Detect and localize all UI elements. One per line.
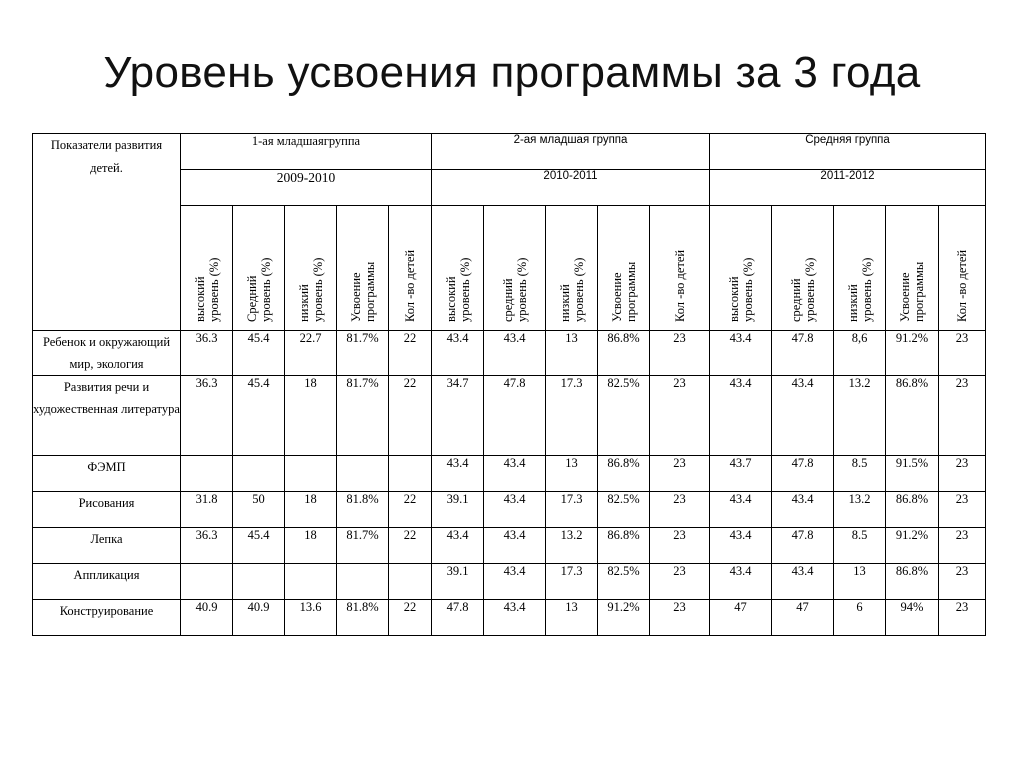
table-cell: 47.8	[432, 600, 484, 636]
col-header-text: средний уровень (%)	[500, 257, 529, 322]
table-cell: 13.6	[285, 600, 337, 636]
table-cell: 13.2	[834, 492, 886, 528]
table-row	[33, 492, 986, 528]
table-cell: 43.4	[772, 564, 834, 600]
col-header-text: низкий уровень (%)	[557, 257, 586, 322]
col-header-high-level-g2	[432, 206, 484, 331]
col-header-text: высокий уровень (%)	[443, 257, 472, 322]
table-cell: 86.8%	[886, 492, 939, 528]
table-cell: 43.4	[710, 376, 772, 456]
table-cell: 43.4	[710, 564, 772, 600]
table-cell: 18	[285, 528, 337, 564]
table-cell: 45.4	[233, 331, 285, 376]
table-cell: 81.8%	[337, 600, 389, 636]
table-cell: 23	[650, 600, 710, 636]
table-cell: 13	[546, 331, 598, 376]
table-cell: 23	[939, 600, 986, 636]
table-cell: 47.8	[772, 456, 834, 492]
table-cell: 40.9	[233, 600, 285, 636]
table-cell: 91.2%	[598, 600, 650, 636]
table-cell: 18	[285, 376, 337, 456]
table-cell: 23	[939, 564, 986, 600]
corner-header: Показатели развития детей.	[33, 134, 181, 331]
col-header-program-mastery-g1	[337, 206, 389, 331]
row-label: Аппликация	[33, 564, 181, 600]
table-cell: 17.3	[546, 376, 598, 456]
table-cell: 82.5%	[598, 376, 650, 456]
col-header-text: Кол -во детей	[955, 249, 969, 322]
table-cell: 40.9	[181, 600, 233, 636]
table-cell: 22.7	[285, 331, 337, 376]
col-header-low-level-g1	[285, 206, 337, 331]
table-cell: 22	[389, 331, 432, 376]
col-header-children-count-g2	[650, 206, 710, 331]
table-cell: 47.8	[772, 331, 834, 376]
table-cell: 43.4	[772, 492, 834, 528]
table-row	[33, 600, 986, 636]
table-row	[33, 564, 986, 600]
table-cell: 36.3	[181, 331, 233, 376]
table-cell: 13.2	[546, 528, 598, 564]
table-cell	[389, 456, 432, 492]
col-header-medium-level-g1	[233, 206, 285, 331]
table-cell: 22	[389, 492, 432, 528]
table-cell: 43.4	[710, 331, 772, 376]
table-cell: 22	[389, 528, 432, 564]
table-cell: 47	[772, 600, 834, 636]
row-label: Лепка	[33, 528, 181, 564]
page-title: Уровень усвоения программы за 3 года	[103, 48, 921, 97]
col-header-text: Кол -во детей	[403, 249, 417, 322]
col-header-low-level-g3	[834, 206, 886, 331]
table-cell: 43.7	[710, 456, 772, 492]
table-cell: 50	[233, 492, 285, 528]
table-cell: 23	[939, 528, 986, 564]
table-cell: 45.4	[233, 528, 285, 564]
table-row	[33, 456, 986, 492]
col-header-text: Кол -во детей	[672, 249, 687, 322]
table-cell	[285, 564, 337, 600]
table-cell: 86.8%	[598, 528, 650, 564]
table-cell: 91.2%	[886, 528, 939, 564]
col-header-low-level-g2	[546, 206, 598, 331]
table-cell: 43.4	[710, 528, 772, 564]
table-row	[33, 376, 986, 456]
table-cell	[337, 456, 389, 492]
row-label: Рисования	[33, 492, 181, 528]
table-row	[33, 528, 986, 564]
table-cell: 47.8	[772, 528, 834, 564]
table-cell: 23	[939, 376, 986, 456]
table-cell	[233, 564, 285, 600]
table-cell: 23	[650, 528, 710, 564]
table-cell: 22	[389, 376, 432, 456]
col-header-medium-level-g2	[484, 206, 546, 331]
table-cell: 43.4	[484, 600, 546, 636]
table-cell: 6	[834, 600, 886, 636]
table-cell: 82.5%	[598, 564, 650, 600]
table-cell: 82.5%	[598, 492, 650, 528]
table-cell	[389, 564, 432, 600]
table-cell: 18	[285, 492, 337, 528]
table-cell: 8.5	[834, 528, 886, 564]
col-header-children-count-g1	[389, 206, 432, 331]
table-cell: 17.3	[546, 492, 598, 528]
row-label: Развития речи и художественная литература	[33, 376, 181, 456]
table-cell: 43.4	[432, 456, 484, 492]
table-cell: 13	[834, 564, 886, 600]
years-header-3: 2011-2012	[710, 170, 986, 206]
table-cell: 43.4	[484, 456, 546, 492]
table-cell: 36.3	[181, 528, 233, 564]
row-label: ФЭМП	[33, 456, 181, 492]
table-cell: 8,6	[834, 331, 886, 376]
table-cell: 86.8%	[886, 564, 939, 600]
table-cell: 47.8	[484, 376, 546, 456]
table-cell: 31.8	[181, 492, 233, 528]
table-cell: 36.3	[181, 376, 233, 456]
table-cell: 39.1	[432, 564, 484, 600]
row-label: Конструирование	[33, 600, 181, 636]
table-cell: 43.4	[772, 376, 834, 456]
col-header-text: низкий уровень (%)	[296, 257, 325, 322]
table-cell: 23	[939, 331, 986, 376]
col-header-text: высокий уровень (%)	[192, 257, 221, 322]
table-cell: 13	[546, 600, 598, 636]
col-header-text: Средний уровень (%)	[244, 257, 273, 322]
table-cell: 43.4	[484, 331, 546, 376]
table-cell: 13	[546, 456, 598, 492]
table-cell: 43.4	[484, 528, 546, 564]
table-cell: 81.7%	[337, 376, 389, 456]
col-header-program-mastery-g3	[886, 206, 939, 331]
table-cell: 23	[939, 456, 986, 492]
table-cell: 13.2	[834, 376, 886, 456]
col-header-program-mastery-g2	[598, 206, 650, 331]
col-header-text: средний уровень (%)	[788, 257, 817, 322]
years-header-1: 2009-2010	[181, 170, 432, 206]
col-header-text: Усвоение программы	[609, 261, 638, 322]
group-header-2: 2-ая младшая группа	[432, 134, 710, 170]
table-cell: 45.4	[233, 376, 285, 456]
years-header-2: 2010-2011	[432, 170, 710, 206]
table-cell: 39.1	[432, 492, 484, 528]
col-header-children-count-g3	[939, 206, 986, 331]
col-header-high-level-g1	[181, 206, 233, 331]
table-cell: 47	[710, 600, 772, 636]
table-cell: 8.5	[834, 456, 886, 492]
table-cell: 23	[650, 376, 710, 456]
table-cell: 43.4	[432, 331, 484, 376]
col-header-medium-level-g3	[772, 206, 834, 331]
col-header-text: Усвоение программы	[348, 261, 377, 322]
table-cell: 86.8%	[598, 331, 650, 376]
table-cell: 94%	[886, 600, 939, 636]
table-cell: 43.4	[484, 492, 546, 528]
col-header-text: низкий уровень (%)	[845, 257, 874, 322]
table-cell: 43.4	[710, 492, 772, 528]
table-cell: 81.7%	[337, 331, 389, 376]
table-cell: 23	[650, 564, 710, 600]
data-table	[32, 133, 986, 636]
row-label: Ребенок и окружающий мир, экология	[33, 331, 181, 376]
table-cell: 81.8%	[337, 492, 389, 528]
table-cell: 86.8%	[598, 456, 650, 492]
table-cell: 23	[650, 492, 710, 528]
table-cell: 43.4	[484, 564, 546, 600]
table-cell: 81.7%	[337, 528, 389, 564]
col-header-text: Усвоение программы	[898, 261, 926, 322]
group-header-1: 1-ая младшаягруппа	[181, 134, 432, 170]
table-cell	[181, 456, 233, 492]
table-cell: 43.4	[432, 528, 484, 564]
table-cell	[181, 564, 233, 600]
table-cell	[233, 456, 285, 492]
table-cell: 34.7	[432, 376, 484, 456]
table-cell: 23	[939, 492, 986, 528]
table-cell: 86.8%	[886, 376, 939, 456]
table-cell: 23	[650, 331, 710, 376]
table-cell	[285, 456, 337, 492]
table-cell: 17.3	[546, 564, 598, 600]
col-header-text: высокий уровень (%)	[726, 257, 755, 322]
col-header-high-level-g3	[710, 206, 772, 331]
table-row	[33, 331, 986, 376]
table-cell: 91.2%	[886, 331, 939, 376]
table-cell	[337, 564, 389, 600]
group-header-3: Средняя группа	[710, 134, 986, 170]
table-cell: 23	[650, 456, 710, 492]
table-cell: 91.5%	[886, 456, 939, 492]
table-cell: 22	[389, 600, 432, 636]
